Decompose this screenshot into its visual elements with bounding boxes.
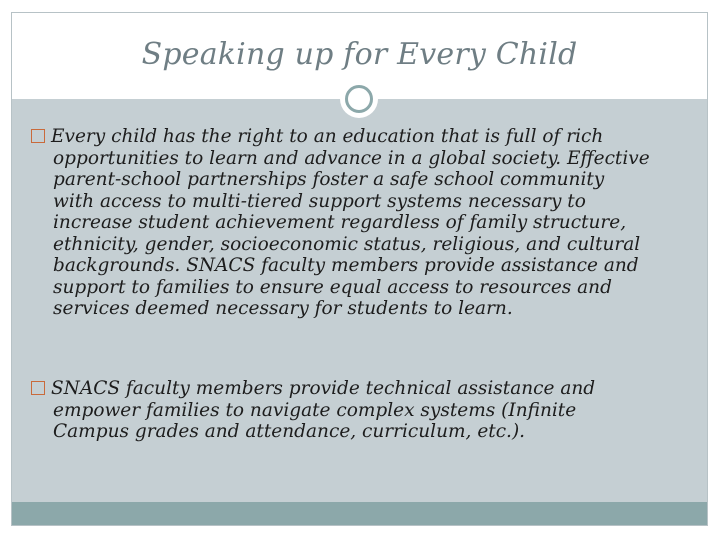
- bullet-item-rights: [31, 126, 651, 320]
- bullet-text: Every child has the right to an education that is full of rich opportunities to learn and advance in a global society. Effective parent-school partnerships foster a safe school community with access to multi-tiered support systems necessary to increase student achievement regardless of family structure, ethnicity, gender, socioeconomic status, religious, and cultural backgrounds. SNACS faculty members provide assistance and support to families to ensure equal access to resources and services deemed necessary for students to learn.: [51, 126, 650, 319]
- square-bullet-icon: [31, 381, 45, 395]
- bullet-body: [31, 378, 651, 443]
- circle-ornament-icon: [340, 80, 378, 118]
- bullet-body: [31, 126, 651, 320]
- footer-bar: [12, 502, 707, 525]
- slide-title: Speaking up for Every Child: [141, 37, 578, 72]
- bullet-text: SNACS faculty members provide technical assistance and empower families to navigate complex systems (Infinite Campus grades and attendance, curriculum, etc.).: [51, 378, 596, 442]
- square-bullet-icon: [31, 129, 45, 143]
- bullet-item-technical-assistance: [31, 378, 651, 443]
